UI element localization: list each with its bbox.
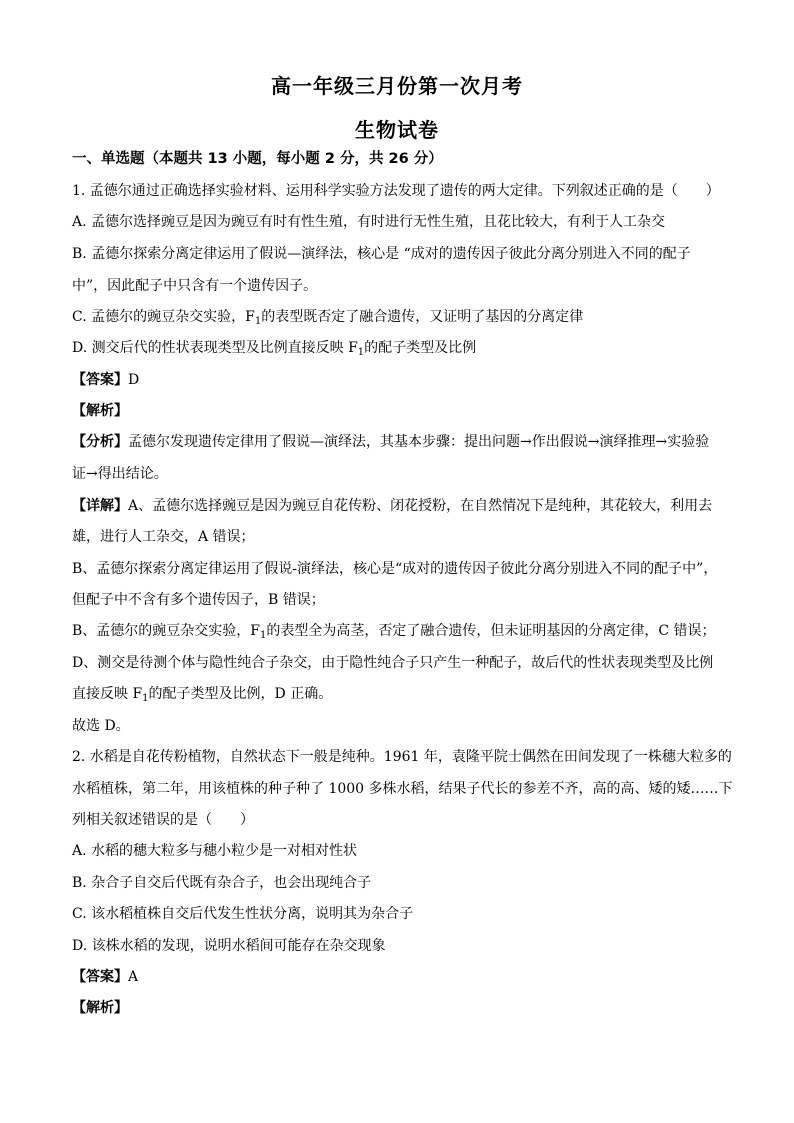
answer-value: D — [128, 372, 140, 388]
question-1-option-b-line2: 中”，因此配子中只含有一个遗传因子。 — [72, 278, 318, 294]
answer-tag: 【答案】 — [72, 372, 128, 388]
question-1-option-d: D. 测交后代的性状表现类型及比例直接反映 $F_1$的配子类型及比例 — [72, 340, 477, 358]
answer-tag: 【答案】 — [72, 969, 128, 985]
question-1-stem: 1. 孟德尔通过正确选择实验材料、运用科学实验方法发现了遗传的两大定律。下列叙述正确的是（ ） — [72, 183, 720, 199]
question-2-option-b: B. 杂合子自交后代既有杂合子，也会出现纯合子 — [72, 875, 372, 891]
question-1-option-b-line1: B. 孟德尔探索分离定律运用了假说—演绎法，核心是 “成对的遗传因子彼此分离分别进入不同的配子 — [72, 246, 691, 262]
question-1-option-a: A. 孟德尔选择豌豆是因为豌豆有时有性生殖，有时进行无性生殖，且花比较大，有利于人工杂交 — [72, 214, 666, 230]
question-2-option-d: D. 该株水稻的发现，说明水稻间可能存在杂交现象 — [72, 938, 386, 954]
answer-value: A — [128, 969, 139, 985]
question-1-option-c: C. 孟德尔的豌豆杂交实验，$F_1$的表型既否定了融合遗传，又证明了基因的分离定律 — [72, 309, 584, 327]
section-heading: 一、单选题（本题共 13 小题，每小题 2 分，共 26 分） — [72, 151, 443, 167]
question-1-detail-d-line2: 直接反映 $F_1$的配子类型及比例，D 正确。 — [72, 686, 333, 704]
question-1-detail-d-line1: D、测交是待测个体与隐性纯合子杂交，由于隐性纯合子只产生一种配子，故后代的性状表现类型及比例 — [72, 655, 714, 671]
question-1-conclusion: 故选 D。 — [72, 718, 130, 734]
question-1-detail-c: B、孟德尔的豌豆杂交实验，$F_1$的表型全为高茎，否定了融合遗传，但未证明基因的分离定律，C 错误； — [72, 623, 716, 641]
exam-subtitle: 生物试卷 — [355, 118, 439, 142]
question-2-stem-line3: 列相关叙述错误的是（ ） — [72, 812, 254, 828]
question-1-detail-a-line1: 【详解】A、孟德尔选择豌豆是因为豌豆自花传粉、闭花授粉，在自然情况下是纯种，其花较大，利用去 — [72, 498, 713, 514]
question-1-fenxi-line1: 【分析】孟德尔发现遗传定律用了假说—演绎法，其基本步骤：提出问题→作出假说→演绎推理→实验验 — [72, 434, 710, 450]
question-2-answer — [72, 968, 724, 986]
question-1-detail-b-line2: 但配子中不含有多个遗传因子，B 错误； — [72, 592, 325, 608]
question-2-stem-line1: 2. 水稻是自花传粉植物，自然状态下一般是纯种。1961 年，袁隆平院士偶然在田间发现了一株穗大粒多的 — [72, 749, 732, 765]
question-1-detail-b-line1: B、孟德尔探索分离定律运用了假说-演绎法，核心是“成对的遗传因子彼此分离分别进入不同的配子中”， — [72, 561, 718, 577]
exam-title: 高一年级三月份第一次月考 — [271, 74, 523, 98]
question-2-option-a: A. 水稻的穗大粒多与穗小粒少是一对相对性状 — [72, 843, 358, 859]
question-2-stem-line2: 水稻植株，第二年，用该植株的种子种了 1000 多株水稻，结果子代长的参差不齐，高的高、矮的矮……下 — [72, 781, 733, 797]
question-1-analysis-tag: 【解析】 — [72, 403, 128, 419]
question-1-fenxi-line2: 证→得出结论。 — [72, 466, 168, 482]
question-2-option-c: C. 该水稻植株自交后代发生性状分离，说明其为杂合子 — [72, 906, 414, 922]
question-1-answer — [72, 371, 724, 389]
question-2-analysis-tag: 【解析】 — [72, 1000, 128, 1016]
question-1-detail-a-line2: 雄，进行人工杂交，A 错误； — [72, 529, 255, 545]
